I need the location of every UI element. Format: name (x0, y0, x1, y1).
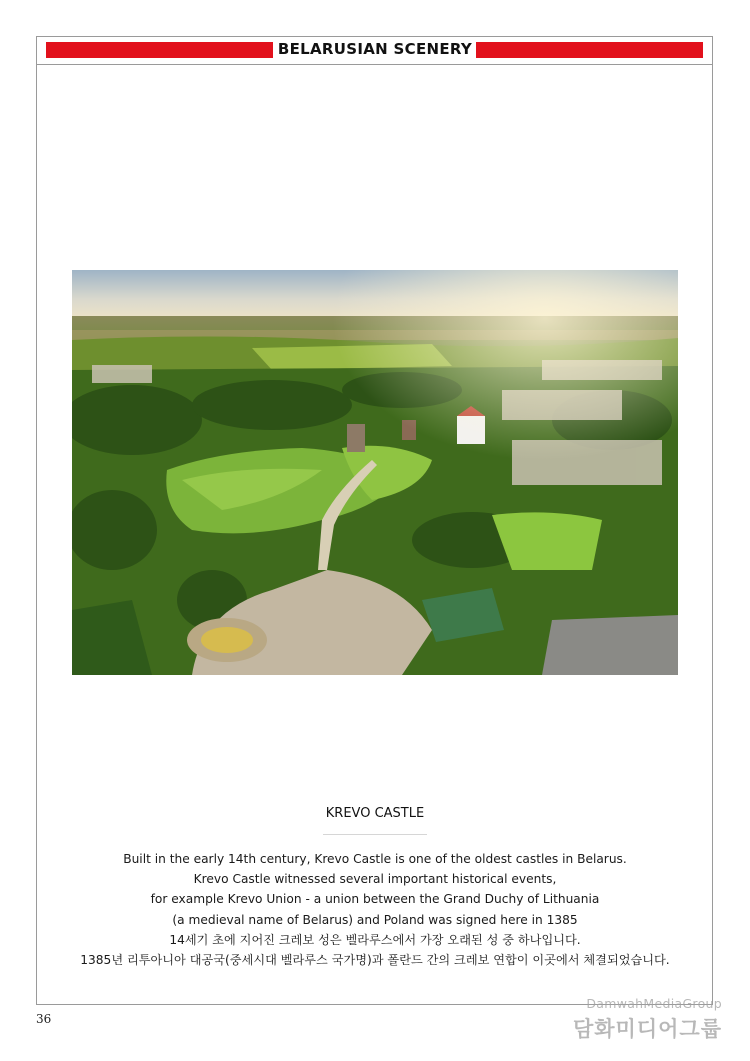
caption-line: Krevo Castle witnessed several important historical events, (193, 872, 557, 887)
header-red-stripe-left (46, 42, 273, 58)
caption-divider (323, 834, 427, 835)
caption-line-korean: 14세기 초에 지어진 크레보 성은 벨라루스에서 가장 오래된 성 중 하나입니다. (169, 932, 581, 947)
header-red-stripe-right (476, 42, 703, 58)
castle-aerial-photo (72, 270, 678, 675)
caption-line-korean: 1385년 리투아니아 대공국(중세시대 벨라루스 국가명)과 폴란드 간의 크레보 연합이 이곳에서 체결되었습니다. (80, 953, 670, 968)
watermark-english: DamwahMediaGroup (586, 996, 722, 1011)
watermark-korean: 담화미디어그룹 (572, 1017, 722, 1041)
caption-line: for example Krevo Union - a union between the Grand Duchy of Lithuania (150, 892, 600, 907)
publisher-watermark (573, 996, 722, 1043)
section-header (37, 37, 712, 65)
page-number: 36 (36, 1012, 52, 1026)
caption-line: Built in the early 14th century, Krevo Castle is one of the oldest castles in Belarus. (123, 852, 627, 866)
caption-title: KREVO CASTLE (325, 806, 425, 821)
section-title: BELARUSIAN SCENERY (277, 40, 473, 58)
caption-line: (a medieval name of Belarus) and Poland was signed here in 1385 (172, 912, 578, 927)
caption-body (0, 849, 750, 970)
